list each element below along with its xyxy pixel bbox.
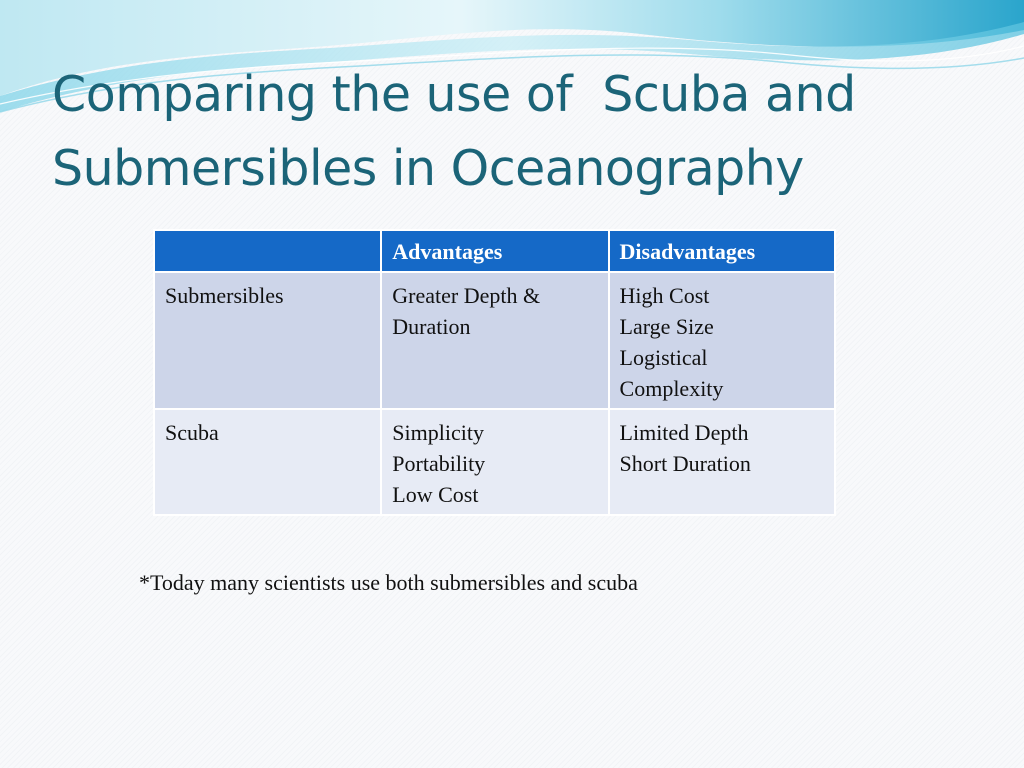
title-line-2: Submersibles in Oceanography xyxy=(52,140,804,197)
advantages-cell xyxy=(381,272,608,409)
cell-line: Greater Depth & xyxy=(392,283,541,308)
cell-line: Limited Depth xyxy=(619,420,749,445)
comparison-table xyxy=(153,229,836,516)
cell-line: Short Duration xyxy=(619,451,751,476)
row-label-cell: Scuba xyxy=(154,409,381,515)
cell-line: Simplicity xyxy=(392,420,484,445)
cell-line: Portability xyxy=(392,451,486,476)
row-label-cell: Submersibles xyxy=(154,272,381,409)
page-title xyxy=(52,58,992,206)
cell-line: Low Cost xyxy=(392,482,479,507)
advantages-cell xyxy=(381,409,608,515)
cell-line: Complexity xyxy=(619,376,724,401)
disadvantages-cell xyxy=(609,272,835,409)
table-row xyxy=(154,409,835,515)
disadvantages-cell xyxy=(609,409,835,515)
cell-line: Duration xyxy=(392,314,471,339)
header-cell-empty xyxy=(154,230,381,272)
header-cell-disadvantages: Disadvantages xyxy=(609,230,835,272)
cell-line: High Cost xyxy=(619,283,710,308)
table-header-row xyxy=(154,230,835,272)
footnote: *Today many scientists use both submersibles and scuba xyxy=(139,570,638,595)
cell-line: Large Size xyxy=(619,314,714,339)
cell-line: Logistical xyxy=(619,345,708,370)
title-line-1: Comparing the use of Scuba and xyxy=(52,66,856,123)
header-cell-advantages: Advantages xyxy=(381,230,608,272)
table-row xyxy=(154,272,835,409)
